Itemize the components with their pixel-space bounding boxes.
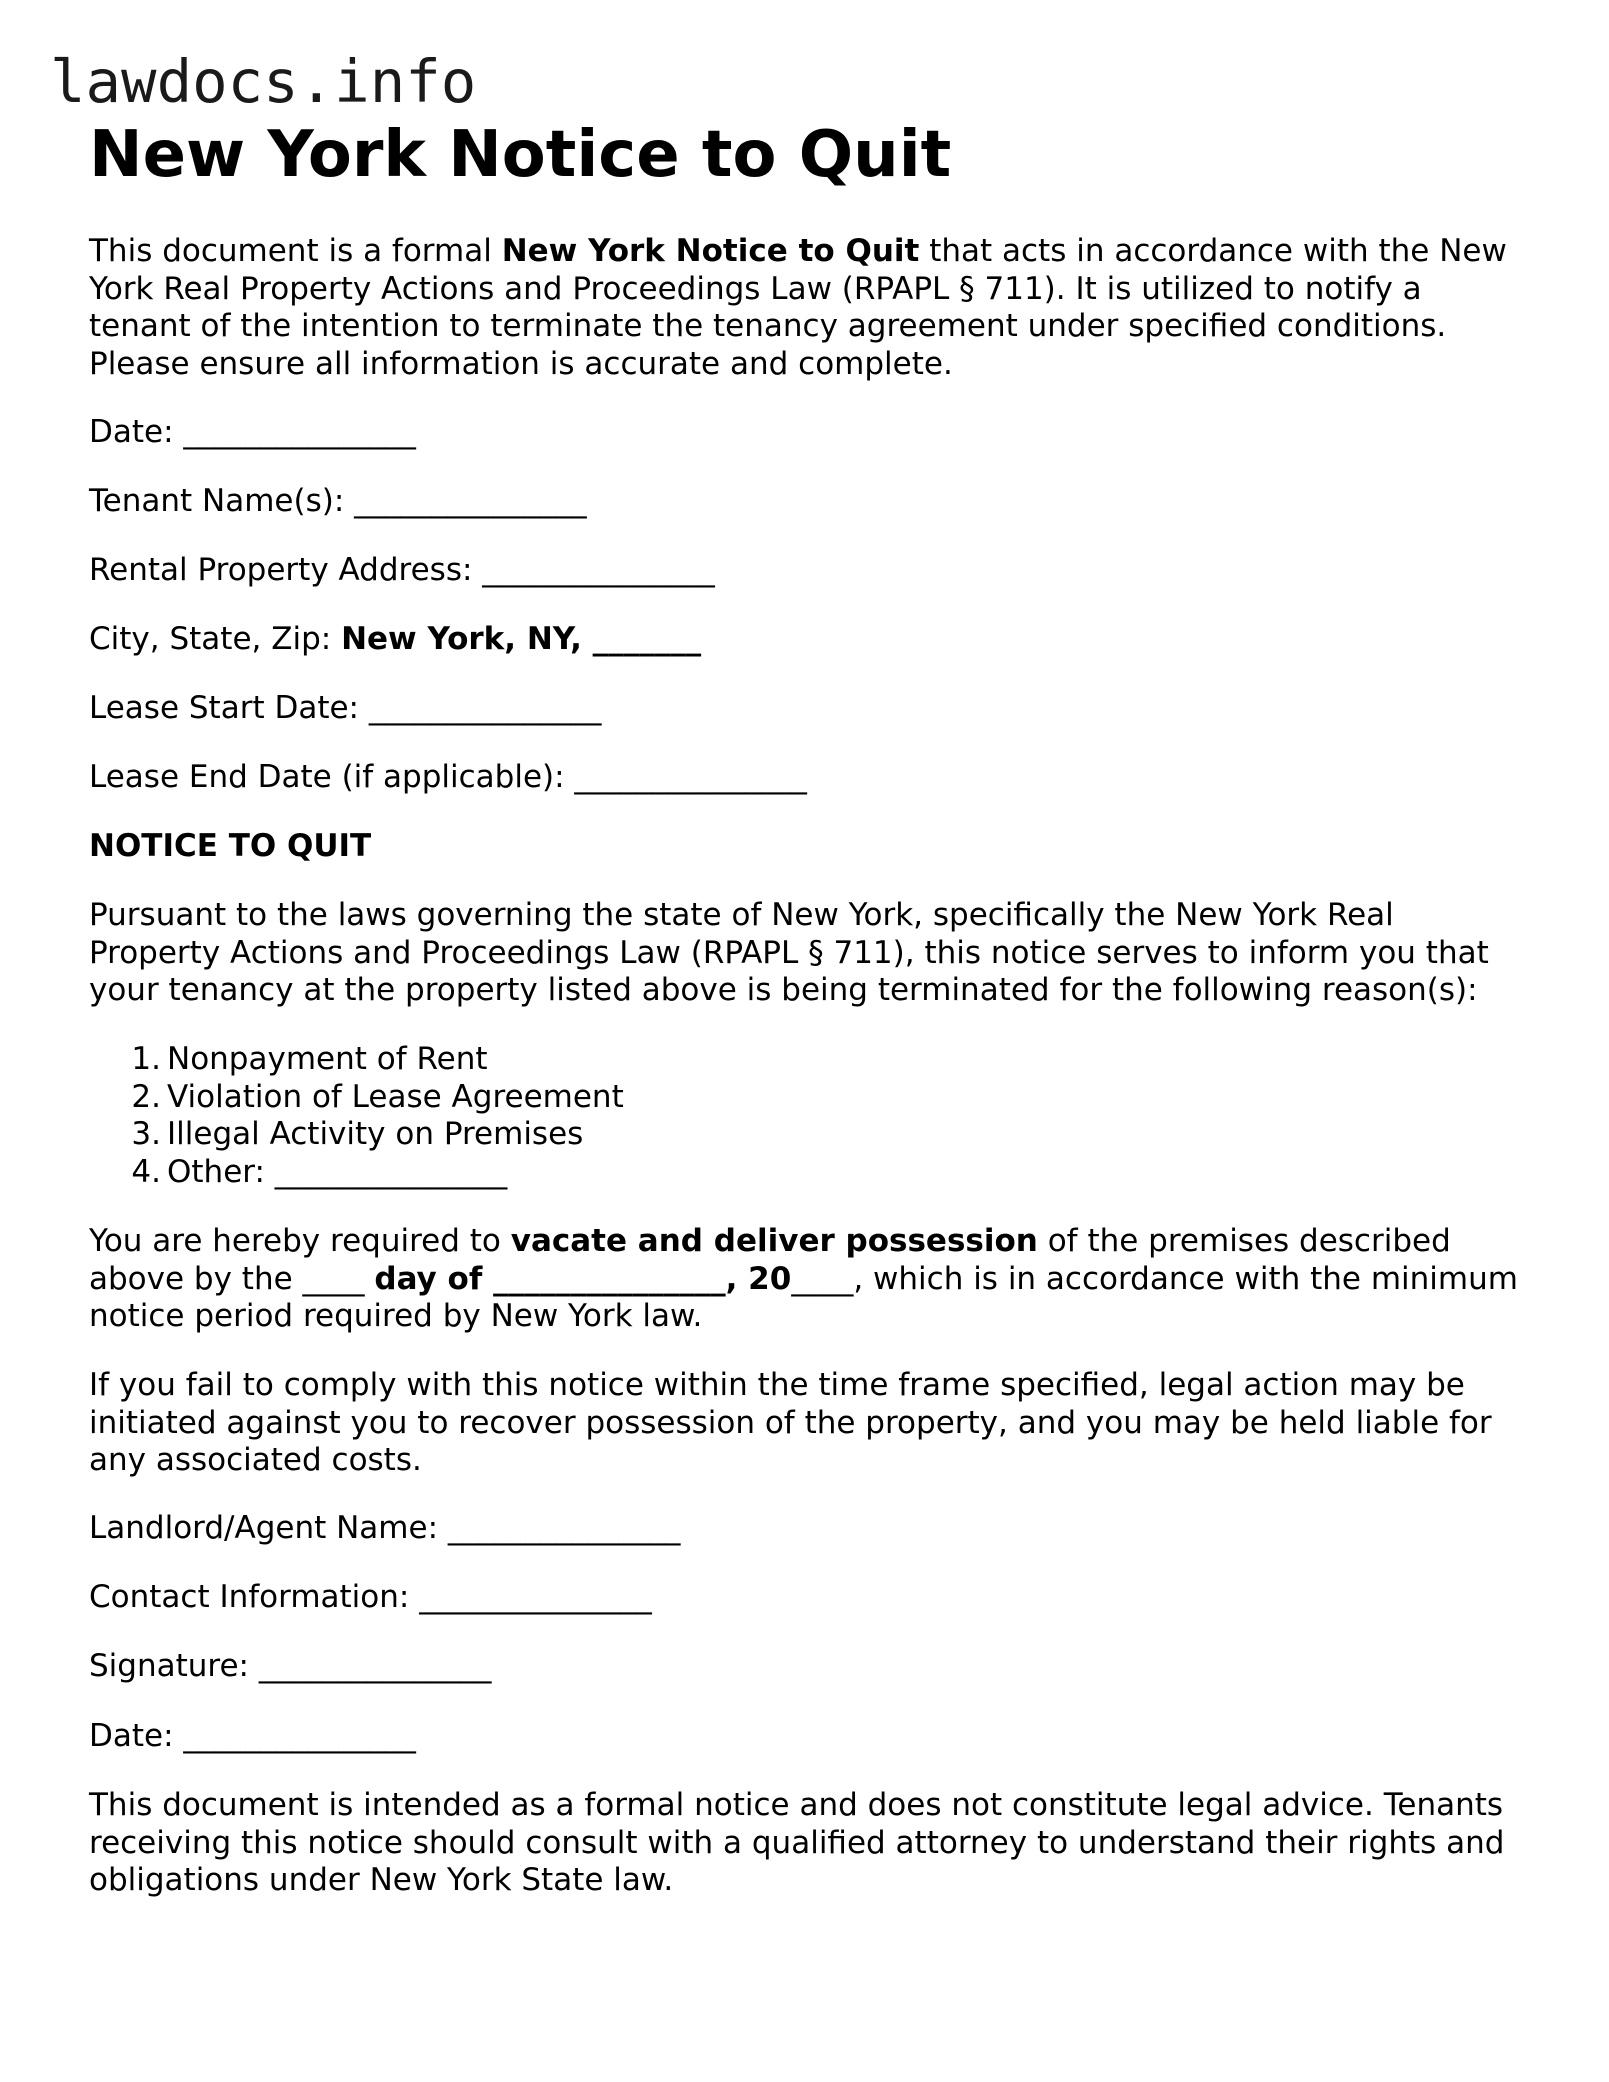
landlord-name-field: Landlord/Agent Name: _______________ <box>89 1510 681 1546</box>
failure-paragraph: If you fail to comply with this notice within the time frame specified, legal action may be initiated against you to recover possession of the property, and you may be held liable for any associated costs. <box>89 1367 1492 1479</box>
list-item <box>89 1154 624 1192</box>
list-item <box>89 1116 624 1154</box>
list-item-number: 3. <box>131 1116 161 1153</box>
signature-field: Signature: _______________ <box>89 1648 492 1684</box>
lease-end-field: Lease End Date (if applicable): _______________ <box>89 759 807 795</box>
list-item-number: 2. <box>131 1078 161 1115</box>
intro-text-end: that acts in accordance with the New York Real Property Actions and Proceedings Law (RPAPL § 711). It is utilized to notify a tenant of the intention to terminate the tenancy agreement under specified conditions. Please ensure all information is accurate and complete. <box>89 233 1507 382</box>
notice-paragraph: Pursuant to the laws governing the state of New York, specifically the New York Real Property Actions and Proceedings Law (RPAPL § 711), this notice serves to inform you that your tenancy at the property listed above is being terminated for the following reason(s): <box>89 897 1489 1009</box>
contact-info-field: Contact Information: _______________ <box>89 1579 652 1615</box>
vacate-text-end: ____, which is in accordance with the minimum notice period required by New York law. <box>89 1260 1518 1335</box>
city-state-zip-field <box>89 621 701 659</box>
list-item-text: Violation of Lease Agreement <box>167 1078 624 1115</box>
list-item-text: Nonpayment of Rent <box>167 1041 488 1077</box>
lease-start-field: Lease Start Date: _______________ <box>89 690 602 726</box>
tenant-names-field: Tenant Name(s): _______________ <box>89 483 587 519</box>
notice-heading: NOTICE TO QUIT <box>89 828 372 864</box>
intro-bold-title: New York Notice to Quit <box>501 233 920 269</box>
document-title: New York Notice to Quit <box>89 118 952 192</box>
intro-text-start: This document is a formal <box>89 233 502 269</box>
list-item-number: 1. <box>131 1041 161 1077</box>
intro-paragraph <box>89 233 1529 383</box>
vacate-text-middle: of the premises described above by the ____ <box>89 1223 1451 1297</box>
date-field: Date: _______________ <box>89 414 416 450</box>
list-item-number: 4. <box>131 1153 161 1190</box>
list-item <box>89 1079 624 1117</box>
rental-address-field: Rental Property Address: _______________ <box>89 552 715 588</box>
city-state-zip-value: New York, NY, _______ <box>341 621 702 657</box>
vacate-bold-date: day of _______________, 20 <box>374 1260 792 1297</box>
site-watermark: lawdocs.info <box>50 47 477 116</box>
signature-date-field: Date: _______________ <box>89 1718 416 1754</box>
vacate-paragraph <box>89 1223 1529 1336</box>
reasons-list <box>89 1041 624 1191</box>
disclaimer-paragraph: This document is intended as a formal notice and does not constitute legal advice. Tenants receiving this notice should consult with a qualified attorney to understand their rights and obligations under New York State law. <box>89 1787 1505 1899</box>
vacate-bold-phrase: vacate and deliver possession <box>510 1223 1038 1259</box>
list-item-text: Illegal Activity on Premises <box>167 1116 584 1153</box>
city-state-zip-label: City, State, Zip: <box>89 621 342 657</box>
vacate-text-start: You are hereby required to <box>89 1223 511 1259</box>
list-item <box>89 1041 624 1079</box>
list-item-text: Other: _______________ <box>167 1153 508 1190</box>
